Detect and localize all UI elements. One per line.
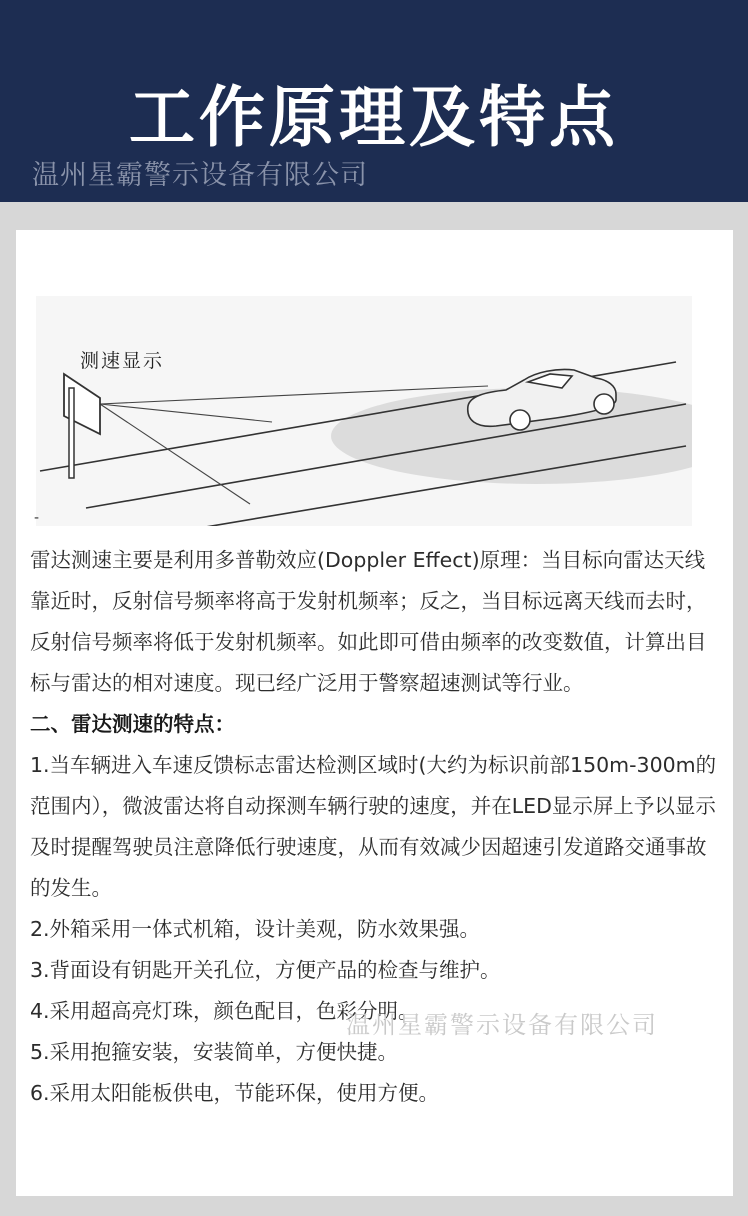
diagram-dash-mark: - bbox=[34, 510, 40, 526]
intro-paragraph: 雷达测速主要是利用多普勒效应(Doppler Effect)原理：当目标向雷达天线靠近时，反射信号频率将高于发射机频率；反之，当目标远离天线而去时，反射信号频率将低于发射机频率。如此即可借由频率的改变数值，计算出目标与雷达的相对速度。现已经广泛用于警察超速测试等行业。 bbox=[30, 548, 707, 695]
feature-item: 2.外箱采用一体式机箱，设计美观，防水效果强。 bbox=[30, 917, 481, 941]
content-card bbox=[16, 230, 733, 1196]
features-heading: 二、雷达测速的特点： bbox=[30, 712, 235, 736]
feature-item: 4.采用超高亮灯珠，颜色配目，色彩分明。 bbox=[30, 999, 419, 1023]
feature-item: 6.采用太阳能板供电，节能环保，使用方便。 bbox=[30, 1081, 440, 1105]
speed-display-label: 测速显示 bbox=[80, 350, 165, 372]
page-title: 工作原理及特点 bbox=[129, 79, 619, 156]
header-watermark: 温州星霸警示设备有限公司 bbox=[32, 160, 368, 191]
feature-item: 1.当车辆进入车速反馈标志雷达检测区域时(大约为标识前部150m-300m的范围内），微波雷达将自动探测车辆行驶的速度，并在LED显示屏上予以显示及时提醒驾驶员注意降低行驶速度，从而有效减少因超速引发道路交通事故的发生。 bbox=[30, 753, 717, 900]
header-banner bbox=[0, 0, 748, 202]
feature-item: 5.采用抱箍安装，安装简单，方便快捷。 bbox=[30, 1040, 399, 1064]
radar-diagram bbox=[36, 296, 692, 526]
feature-item: 3.背面设有钥匙开关孔位，方便产品的检查与维护。 bbox=[30, 958, 501, 982]
body-watermark: 温州星霸警示设备有限公司 bbox=[346, 1011, 658, 1039]
